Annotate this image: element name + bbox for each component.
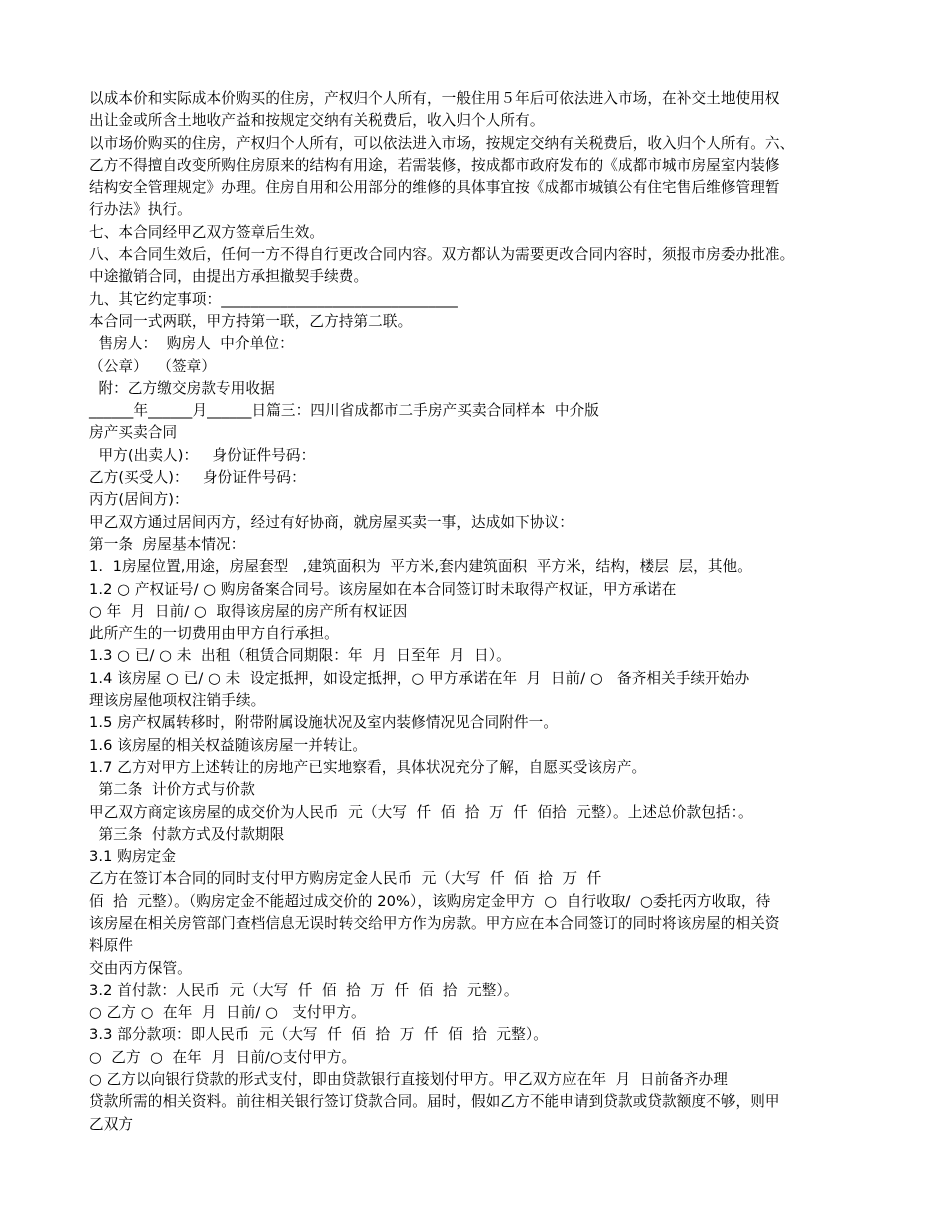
text-line: 以市场价购买的住房，产权归个人所有，可以依法进入市场，按规定交纳有关税费后，收入归个人所有。六、 bbox=[89, 134, 795, 152]
text-line: 第一条 房屋基本情况： bbox=[89, 535, 246, 553]
text-line: 1.7 乙方对甲方上述转让的房地产已实地察看，具体状况充分了解，自愿买受该房产。 bbox=[89, 758, 647, 776]
text-line: 交由丙方保管。 bbox=[89, 959, 192, 977]
text-line: 乙方(买受人)： 身份证件号码： bbox=[89, 469, 306, 487]
text-line: 1.3 ○ 已/ ○ 未 出租（租赁合同期限：年 月 日至年 月 日）。 bbox=[89, 647, 511, 665]
text-line: 1.2 ○ 产权证号/ ○ 购房备案合同号。该房屋如在本合同签订时未取得产权证，甲方承诺在 bbox=[89, 580, 677, 598]
text-line: 乙方不得擅自改变所购住房原来的结构有用途，若需装修，按成都市政府发布的《成都市城市房屋室内装修 bbox=[89, 156, 780, 174]
text-line: 附：乙方缴交房款专用收据 bbox=[89, 379, 275, 397]
text-line: 料原件 bbox=[89, 937, 134, 955]
text-line: 出让金或所含土地收产益和按规定交纳有关税费后，收入归个人所有。 bbox=[89, 112, 545, 130]
document-body bbox=[89, 88, 864, 1136]
text-line: 七、本合同经甲乙双方签章后生效。 bbox=[89, 223, 325, 241]
text-line: 此所产生的一切费用由甲方自行承担。 bbox=[89, 625, 339, 643]
text-line: 理该房屋他项权注销手续。 bbox=[89, 692, 266, 710]
text-line: 中途撤销合同，由提出方承担撤契手续费。 bbox=[89, 268, 369, 286]
text-line: 1.5 房产权属转移时，附带附属设施状况及室内装修情况见合同附件一。 bbox=[89, 714, 559, 732]
text-line: 3.2 首付款：人民币 元（大写 仟 佰 拾 万 仟 佰 拾 元整）。 bbox=[89, 981, 519, 999]
text-line: 行办法》执行。 bbox=[89, 201, 192, 219]
text-line: 九、其它约定事项：________________________________ bbox=[89, 290, 458, 308]
text-line: 以成本价和实际成本价购买的住房，产权归个人所有，一般住用５年后可依法进入市场，在补交土地使用权 bbox=[89, 90, 780, 107]
text-line: 乙方在签订本合同的同时支付甲方购房定金人民币 元（大写 仟 佰 拾 万 仟 bbox=[89, 870, 602, 888]
text-line: 房产买卖合同 bbox=[89, 424, 178, 442]
text-line: 结构安全管理规定》办理。住房自用和公用部分的维修的具体事宜按《成都市城镇公有住宅售后维修管理暂 bbox=[89, 179, 780, 197]
text-line: ○ 乙方以向银行贷款的形式支付，即由贷款银行直接划付甲方。甲乙双方应在年 月 日前备齐办理 bbox=[89, 1071, 728, 1089]
text-line: ○ 乙方 ○ 在年 月 日前/ ○ 支付甲方。 bbox=[89, 1004, 366, 1022]
text-line: 贷款所需的相关资料。前往相关银行签订贷款合同。届时，假如乙方不能申请到贷款或贷款额度不够，则甲 bbox=[89, 1093, 780, 1111]
text-line: 佰 拾 元整）。（购房定金不能超过成交价的 20%），该购房定金甲方 ○ 自行收取/ ○委托丙方收取，待 bbox=[89, 892, 771, 910]
text-line: ○ 乙方 ○ 在年 月 日前/○支付甲方。 bbox=[89, 1048, 357, 1066]
text-line: （公章） （签章） bbox=[89, 357, 217, 375]
text-line: ○ 年 月 日前/ ○ 取得该房屋的房产所有权证因 bbox=[89, 602, 408, 620]
text-line: 第三条 付款方式及付款期限 bbox=[89, 825, 285, 843]
text-line: 1. 1房屋位置,用途，房屋套型 ,建筑面积为 平方米,套内建筑面积 平方米，结构，楼层 层，其他。 bbox=[89, 558, 752, 576]
text-line: 甲方(出卖人)： 身份证件号码： bbox=[89, 446, 316, 464]
text-line: 1.6 该房屋的相关权益随该房屋一并转让。 bbox=[89, 736, 368, 754]
text-line: 乙双方 bbox=[89, 1115, 134, 1133]
text-line: 第二条 计价方式与价款 bbox=[89, 781, 255, 799]
text-line: 3.1 购房定金 bbox=[89, 848, 177, 866]
text-line: 售房人： 购房人 中介单位： bbox=[89, 335, 294, 353]
text-line: 本合同一式两联，甲方持第一联，乙方持第二联。 bbox=[89, 312, 413, 330]
text-line: 该房屋在相关房管部门查档信息无误时转交给甲方作为房款。甲方应在本合同签订的同时将该房屋的相关资 bbox=[89, 914, 780, 932]
text-line: ______年______月______日篇三：四川省成都市二手房产买卖合同样本 中介版 bbox=[89, 402, 599, 420]
text-line: 3.3 部分款项：即人民币 元（大写 仟 佰 拾 万 仟 佰 拾 元整）。 bbox=[89, 1026, 548, 1044]
text-line: 甲乙双方通过居间丙方，经过有好协商，就房屋买卖一事，达成如下协议： bbox=[89, 513, 574, 531]
text-line: 1.4 该房屋 ○ 已/ ○ 未 设定抵押，如设定抵押，○ 甲方承诺在年 月 日前/ ○ 备齐相关手续开始办 bbox=[89, 669, 750, 687]
text-line: 八、本合同生效后，任何一方不得自行更改合同内容。双方都认为需要更改合同内容时，须报市房委办批准。 bbox=[89, 246, 795, 264]
text-line: 甲乙双方商定该房屋的成交价为人民币 元（大写 仟 佰 拾 万 仟 佰拾 元整）。上述总价款包括：。 bbox=[89, 803, 753, 821]
text-line: 丙方(居间方)： bbox=[89, 491, 189, 509]
